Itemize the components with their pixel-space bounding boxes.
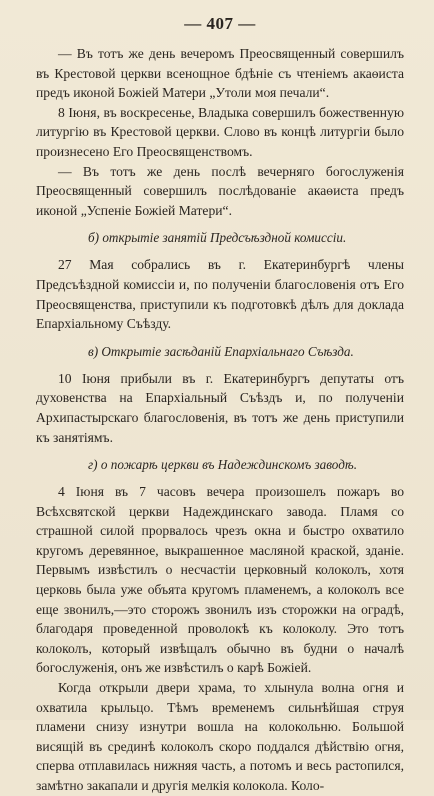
paragraph-evening-vigil: — Въ тотъ же день вечеромъ Преосвященный совершилъ въ Крестовой церкви всенощное бдѣніе съ чтеніемъ акаѳиста предъ иконой Божіей Матери „Утоли моя печали“. xyxy=(36,46,404,101)
paragraph-congress-deputies: 10 Іюня прибыли въ г. Екатеринбургъ депутаты отъ духовенства на Епархіальный Съѣздъ и, по полученіи Архипастырскаго благословенія, въ тотъ же день приступили къ занятіямъ. xyxy=(36,370,404,445)
paragraph-fire-account: 4 Іюня въ 7 часовъ вечера произошелъ пожаръ во Всѣхсвятской церкви Надеждинскаго завода. Пламя со страшной силой прорвалось чрезъ окна и быстро охватило кругомъ деревянное, выкрашенное масляной краской, зданіе. Первымъ извѣстилъ о несчастіи церковный колоколъ, хотя церковь была уже объята кругомъ пламенемъ, а колоколъ все еще звонилъ,—это сторожъ звонилъ изъ сторожки на оградѣ, благодаря проведенной проволокѣ къ колоколу. Это тотъ колоколъ, который извѣщалъ обычно въ будни о началѣ богослуженія, онъ же извѣстилъ о карѣ Божіей. xyxy=(36,484,404,676)
page-number: — 407 — xyxy=(184,14,256,33)
section-heading-congress: в) Открытіе засѣданій Епархіальнаго Съѣзда. xyxy=(88,343,354,359)
paragraph-dormition-akathist: — Въ тотъ же день послѣ вечерняго богослуженія Преосвященный совершилъ послѣдованіе акаѳиста предъ иконой „Успеніе Божіей Матери“. xyxy=(36,163,404,218)
section-heading-fire: г) о пожарѣ церкви въ Надеждинскомъ заводѣ. xyxy=(88,457,357,473)
paragraph-june-8-liturgy: 8 Іюня, въ воскресенье, Владыка совершилъ божественную литургію въ Крестовой церкви. Слово въ концѣ литургіи было произнесено Его Преосвященствомъ. xyxy=(36,104,404,159)
section-heading-commission: б) открытіе занятій Предсъѣздной комиссіи. xyxy=(88,230,347,246)
paragraph-commission-gathering: 27 Мая собрались въ г. Екатеринбургѣ члены Предсъѣздной комиссіи и, по полученіи благословенія отъ Его Преосвященства, приступили къ подготовкѣ дѣлъ для доклада Епархіальному Съѣзду. xyxy=(36,257,404,332)
paragraph-fire-bells: Когда открыли двери храма, то хлынула волна огня и охватила крыльцо. Тѣмъ временемъ сильнѣйшая струя пламени снизу изнутри вошла на колокольню. Большой висящій въ срединѣ колоколъ скоро поддался дѣйствію огня, сперва отплавилась нижняя часть, а потомъ и весь растопился, замѣтно закапали и другія мелкія колокола. Коло- xyxy=(36,680,404,793)
